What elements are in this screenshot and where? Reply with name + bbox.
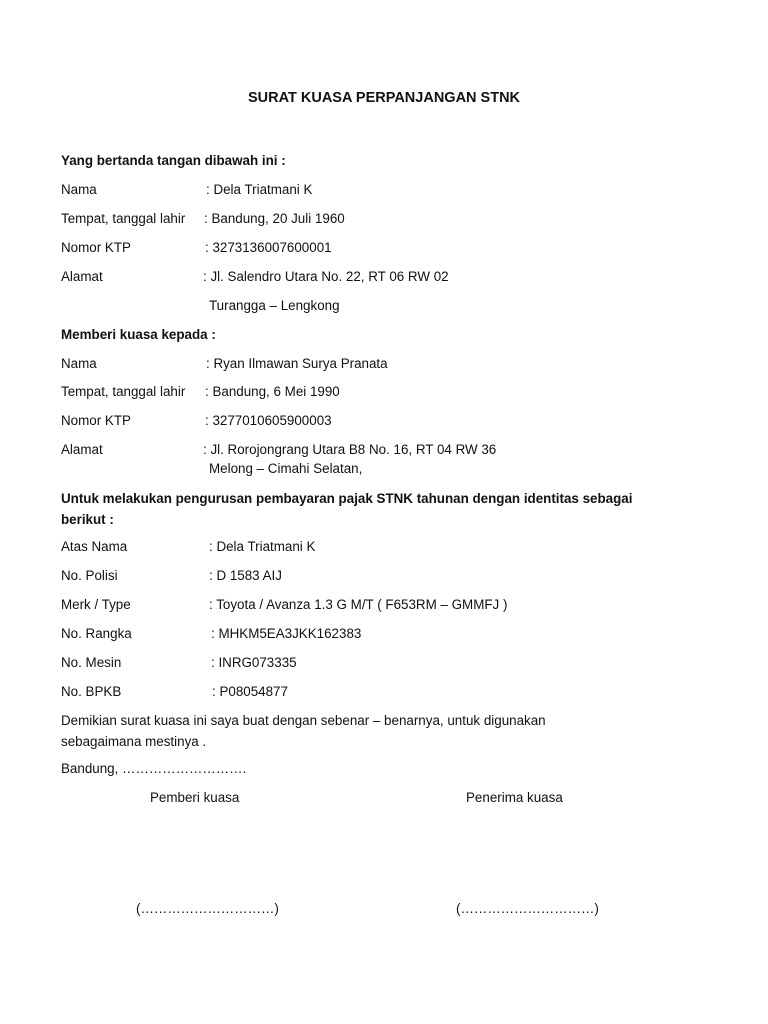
vehicle-bpkb-value: : P08054877 xyxy=(212,684,288,699)
vehicle-police-label: No. Polisi xyxy=(61,568,118,583)
vehicle-police-value: : D 1583 AIJ xyxy=(209,568,282,583)
grantee-heading: Memberi kuasa kepada : xyxy=(61,327,216,342)
grantee-address-label: Alamat xyxy=(61,442,103,457)
grantor-ktp-value: : 3273136007600001 xyxy=(205,240,332,255)
place-date: Bandung, ………………………. xyxy=(61,761,247,776)
grantor-birth-value: : Bandung, 20 Juli 1960 xyxy=(204,211,345,226)
grantor-ktp-label: Nomor KTP xyxy=(61,240,131,255)
grantor-name-label: Nama xyxy=(61,182,97,197)
grantor-address-label: Alamat xyxy=(61,269,103,284)
vehicle-engine-label: No. Mesin xyxy=(61,655,122,670)
page-title: SURAT KUASA PERPANJANGAN STNK xyxy=(247,90,521,106)
grantee-ktp-value: : 3277010605900003 xyxy=(205,413,332,428)
closing-text: Demikian surat kuasa ini saya buat dengan sebenar – benarnya, untuk digunakan sebagaimana mestinya . xyxy=(61,713,546,749)
vehicle-type-label: Merk / Type xyxy=(61,597,131,612)
purpose-text: Untuk melakukan pengurusan pembayaran pajak STNK tahunan dengan identitas sebagai berikut : xyxy=(61,491,633,527)
grantee-birth-label: Tempat, tanggal lahir xyxy=(61,384,186,399)
grantee-birth-value: : Bandung, 6 Mei 1990 xyxy=(205,384,340,399)
receiver-signature-line: (…………………………) xyxy=(456,901,599,916)
vehicle-type-value: : Toyota / Avanza 1.3 G M/T ( F653RM – GMMFJ ) xyxy=(209,597,508,612)
vehicle-owner-label: Atas Nama xyxy=(61,539,128,554)
giver-label: Pemberi kuasa xyxy=(150,790,240,805)
grantee-ktp-label: Nomor KTP xyxy=(61,413,131,428)
grantee-address-line2: Melong – Cimahi Selatan, xyxy=(209,461,363,476)
vehicle-owner-value: : Dela Triatmani K xyxy=(209,539,316,554)
vehicle-frame-value: : MHKM5EA3JKK162383 xyxy=(211,626,362,641)
grantor-name-value: : Dela Triatmani K xyxy=(206,182,313,197)
vehicle-frame-label: No. Rangka xyxy=(61,626,132,641)
grantor-birth-label: Tempat, tanggal lahir xyxy=(61,211,186,226)
grantee-address-line1: : Jl. Rorojongrang Utara B8 No. 16, RT 04 RW 36 xyxy=(203,442,497,457)
grantor-address-line2: Turangga – Lengkong xyxy=(209,298,340,313)
receiver-label: Penerima kuasa xyxy=(466,790,563,805)
grantor-address-line1: : Jl. Salendro Utara No. 22, RT 06 RW 02 xyxy=(203,269,449,284)
intro-text: Yang bertanda tangan dibawah ini : xyxy=(61,153,286,168)
grantee-name-label: Nama xyxy=(61,356,97,371)
vehicle-engine-value: : INRG073335 xyxy=(211,655,297,670)
vehicle-bpkb-label: No. BPKB xyxy=(61,684,122,699)
giver-signature-line: (…………………………) xyxy=(136,901,279,916)
grantee-name-value: : Ryan Ilmawan Surya Pranata xyxy=(206,356,388,371)
